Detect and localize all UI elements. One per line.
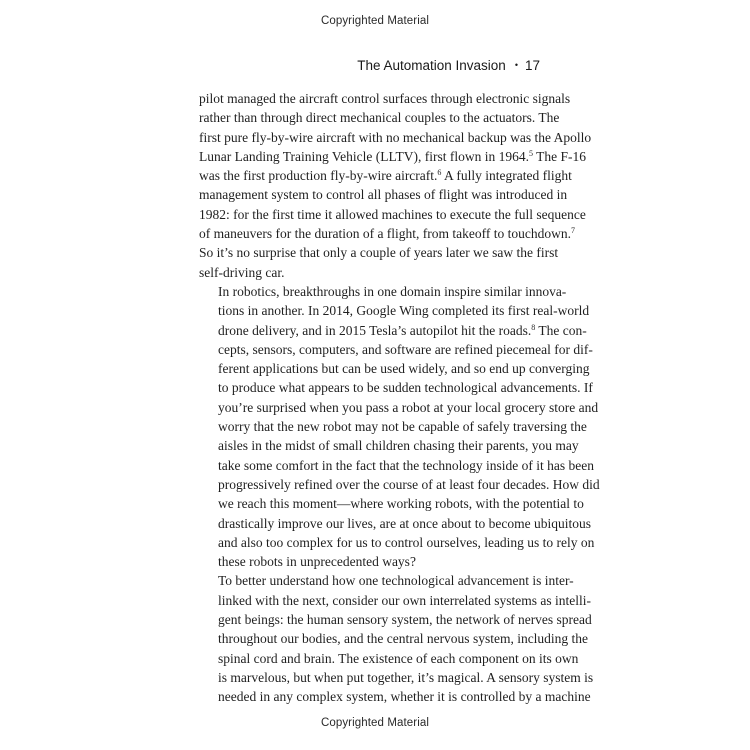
- text-line: ferent applications but can be used widely, and so end up converging: [218, 361, 590, 377]
- footnote-marker[interactable]: 8: [531, 322, 536, 332]
- text-line: to produce what appears to be sudden technological advancements. If: [218, 380, 593, 396]
- text-line: is marvelous, but when put together, it’s magical. A sensory system is: [218, 669, 594, 685]
- text-line: cepts, sensors, computers, and software are refined piecemeal for dif-: [218, 341, 593, 357]
- text-line: needed in any complex system, whether it is controlled by a machine: [218, 689, 591, 705]
- text-line: gent beings: the human sensory system, the network of nerves spread: [218, 612, 592, 628]
- footnote-marker[interactable]: 6: [437, 168, 442, 178]
- text-line: 1982: for the first time it allowed machines to execute the full sequence: [199, 206, 586, 222]
- running-head-title: The Automation Invasion: [357, 58, 506, 73]
- text-line: of maneuvers for the duration of a flight, from takeoff to touchdown.$^7$: [199, 226, 576, 242]
- text-line: management system to control all phases of flight was introduced in: [199, 187, 568, 203]
- text-line: aisles in the midst of small children chasing their parents, you may: [218, 438, 579, 454]
- text-line: rather than through direct mechanical couples to the actuators. The: [199, 110, 560, 126]
- footnote-marker[interactable]: 7: [571, 226, 576, 236]
- text-line: progressively refined over the course of at least four decades. How did: [218, 476, 600, 492]
- text-line: In robotics, breakthroughs in one domain inspire similar innova-: [218, 283, 567, 299]
- running-head-separator: •: [514, 60, 518, 70]
- text-line: So it’s no surprise that only a couple of years later we saw the first: [199, 245, 559, 261]
- text-line: throughout our bodies, and the central nervous system, including the: [218, 631, 589, 647]
- paragraph: [199, 282, 600, 571]
- text-line: drone delivery, and in 2015 Tesla’s autopilot hit the roads.$^8$ The con-: [218, 322, 587, 338]
- text-line: you’re surprised when you pass a robot at your local grocery store and: [218, 399, 599, 415]
- text-line: tions in another. In 2014, Google Wing completed its first real-world: [218, 303, 590, 319]
- text-line: drastically improve our lives, are at once about to become ubiquitous: [218, 515, 592, 531]
- text-line: we reach this moment—where working robots, with the potential to: [218, 496, 584, 512]
- text-line: worry that the new robot may not be capable of safely traversing the: [218, 419, 587, 435]
- footnote-marker[interactable]: 5: [528, 148, 533, 158]
- paragraph: [199, 571, 594, 706]
- text-line: To better understand how one technological advancement is inter-: [218, 573, 574, 589]
- text-line: and also too complex for us to control ourselves, leading us to rely on: [218, 534, 595, 550]
- running-head: [357, 58, 540, 73]
- text-line: first pure fly-by-wire aircraft with no mechanical backup was the Apollo: [199, 129, 592, 145]
- text-line: linked with the next, consider our own interrelated systems as intelli-: [218, 592, 592, 608]
- text-line: these robots in unprecedented ways?: [218, 554, 416, 570]
- copyright-watermark-bottom: Copyrighted Material: [320, 717, 430, 729]
- text-line: self-driving car.: [199, 264, 285, 280]
- text-line: was the first production fly-by-wire aircraft.$^6$ A fully integrated flight: [199, 168, 572, 184]
- text-line: take some comfort in the fact that the technology inside of it has been: [218, 457, 595, 473]
- paragraph: [199, 89, 592, 282]
- page-number: 17: [524, 58, 540, 73]
- text-line: Lunar Landing Training Vehicle (LLTV), first flown in 1964.$^5$ The F-16: [199, 148, 586, 164]
- text-line: pilot managed the aircraft control surfaces through electronic signals: [199, 91, 571, 106]
- body-text: [199, 89, 600, 707]
- text-line: spinal cord and brain. The existence of each component on its own: [218, 650, 579, 666]
- copyright-watermark-top: Copyrighted Material: [320, 15, 430, 27]
